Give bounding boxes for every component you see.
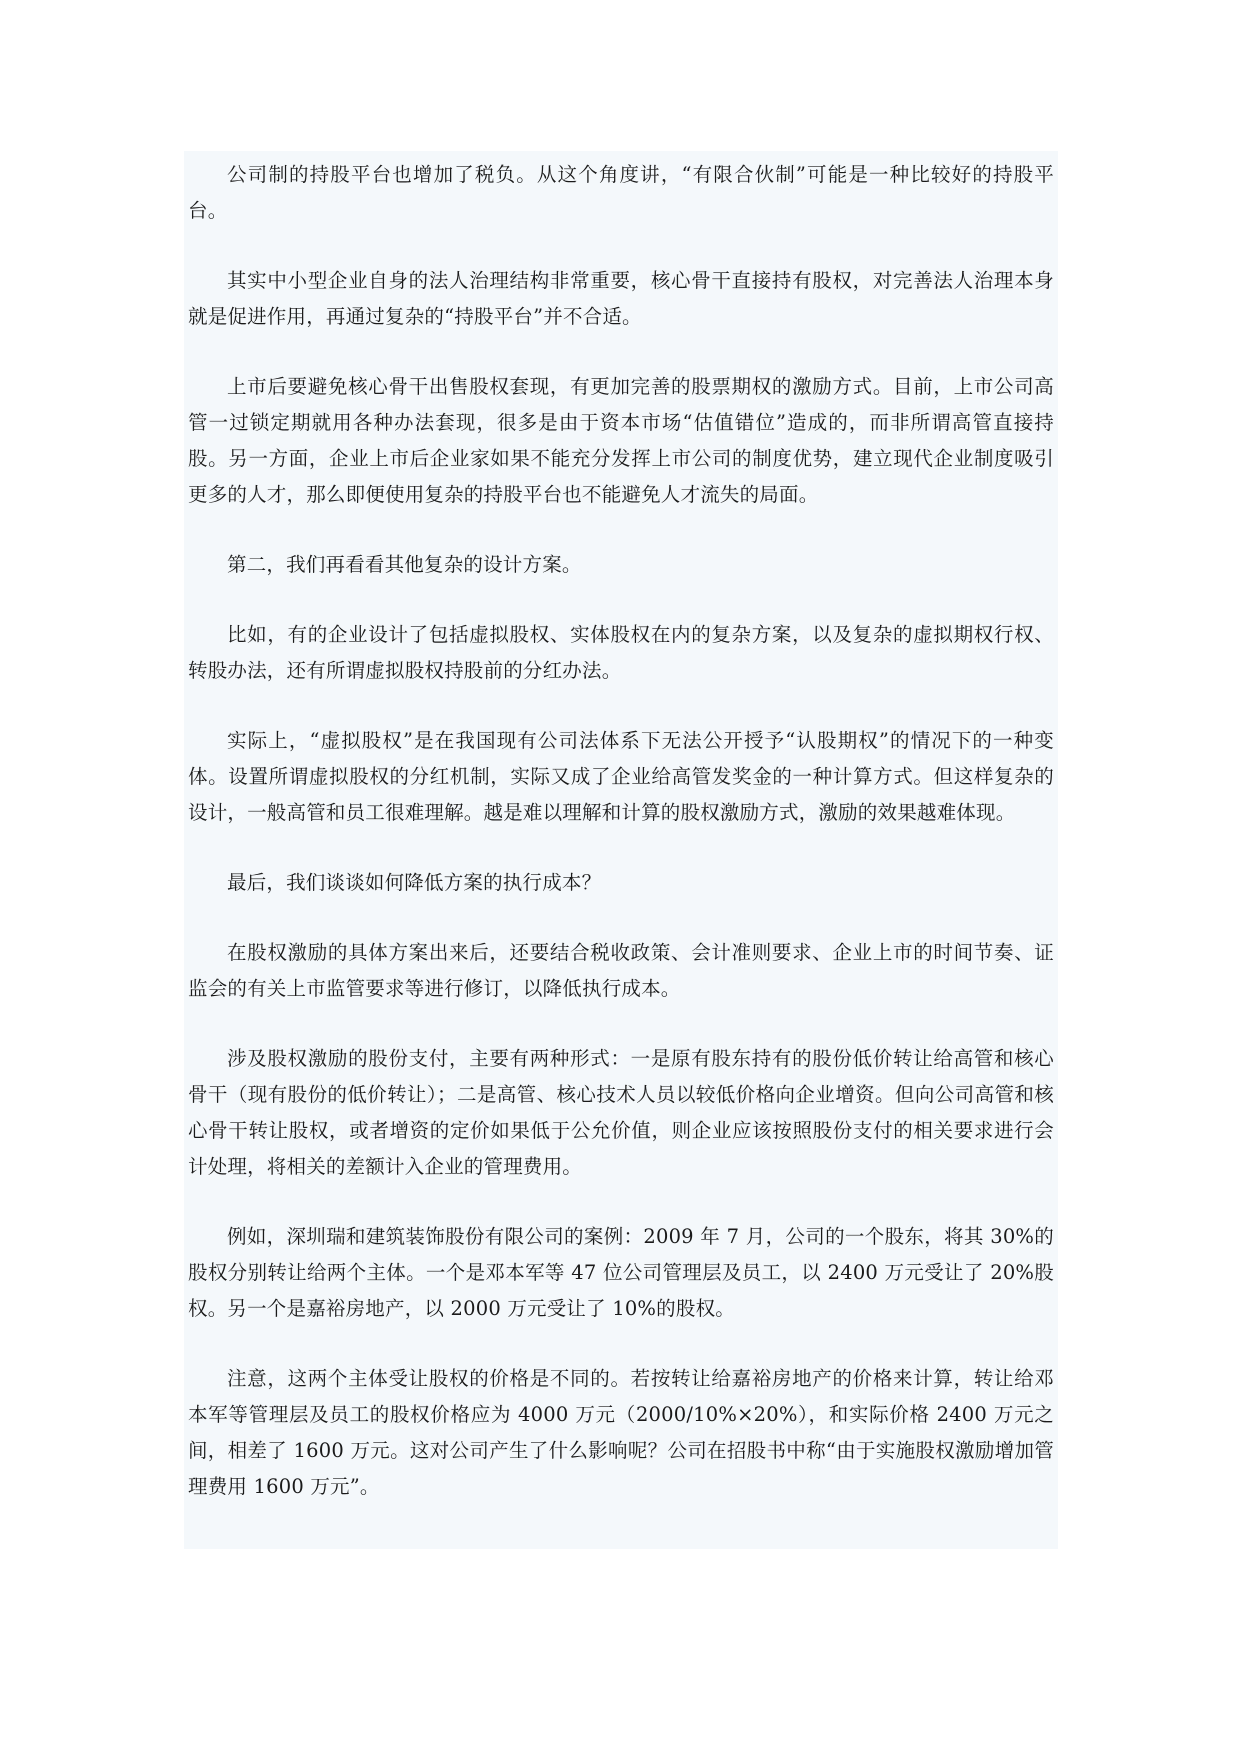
paragraph: 注意，这两个主体受让股权的价格是不同的。若按转让给嘉裕房地产的价格来计算，转让给邓本军等管理层及员工的股权价格应为 4000 万元（2000/10%×20%），和实际价格 2400 万元之间，相差了 1600 万元。这对公司产生了什么影响呢？公司在招股书中称“由于实施股权激励增加管理费用 1600 万元”。: [188, 1367, 1054, 1498]
paragraph: 在股权激励的具体方案出来后，还要结合税收政策、会计准则要求、企业上市的时间节奏、证监会的有关上市监管要求等进行修订，以降低执行成本。: [188, 941, 1054, 1000]
paragraph: 第二，我们再看看其他复杂的设计方案。: [227, 553, 582, 576]
paragraph: 上市后要避免核心骨干出售股权套现，有更加完善的股票期权的激励方式。目前，上市公司高管一过锁定期就用各种办法套现，很多是由于资本市场“估值错位”造成的，而非所谓高管直接持股。另一方面，企业上市后企业家如果不能充分发挥上市公司的制度优势，建立现代企业制度吸引更多的人才，那么即便使用复杂的持股平台也不能避免人才流失的局面。: [188, 375, 1054, 506]
paragraph: 公司制的持股平台也增加了税负。从这个角度讲，“有限合伙制”可能是一种比较好的持股平台。: [188, 163, 1054, 222]
paragraph: 比如，有的企业设计了包括虚拟股权、实体股权在内的复杂方案，以及复杂的虚拟期权行权、转股办法，还有所谓虚拟股权持股前的分红办法。: [188, 623, 1054, 682]
paragraph: 涉及股权激励的股份支付，主要有两种形式：一是原有股东持有的股份低价转让给高管和核心骨干（现有股份的低价转让）；二是高管、核心技术人员以较低价格向企业增资。但向公司高管和核心骨干转让股权，或者增资的定价如果低于公允价值，则企业应该按照股份支付的相关要求进行会计处理，将相关的差额计入企业的管理费用。: [188, 1047, 1054, 1178]
paragraph: 最后，我们谈谈如何降低方案的执行成本？: [227, 871, 602, 894]
paragraph: 实际上，“虚拟股权”是在我国现有公司法体系下无法公开授予“认股期权”的情况下的一种变体。设置所谓虚拟股权的分红机制，实际又成了企业给高管发奖金的一种计算方式。但这样复杂的设计，一般高管和员工很难理解。越是难以理解和计算的股权激励方式，激励的效果越难体现。: [188, 729, 1054, 824]
article-body: [184, 151, 1058, 1549]
paragraph: 其实中小型企业自身的法人治理结构非常重要，核心骨干直接持有股权，对完善法人治理本身就是促进作用，再通过复杂的“持股平台”并不合适。: [188, 269, 1054, 328]
paragraph: 例如，深圳瑞和建筑装饰股份有限公司的案例：2009 年 7 月，公司的一个股东，将其 30%的股权分别转让给两个主体。一个是邓本军等 47 位公司管理层及员工，以 2400 万元受让了 20%股权。另一个是嘉裕房地产，以 2000 万元受让了 10%的股权。: [188, 1225, 1054, 1320]
